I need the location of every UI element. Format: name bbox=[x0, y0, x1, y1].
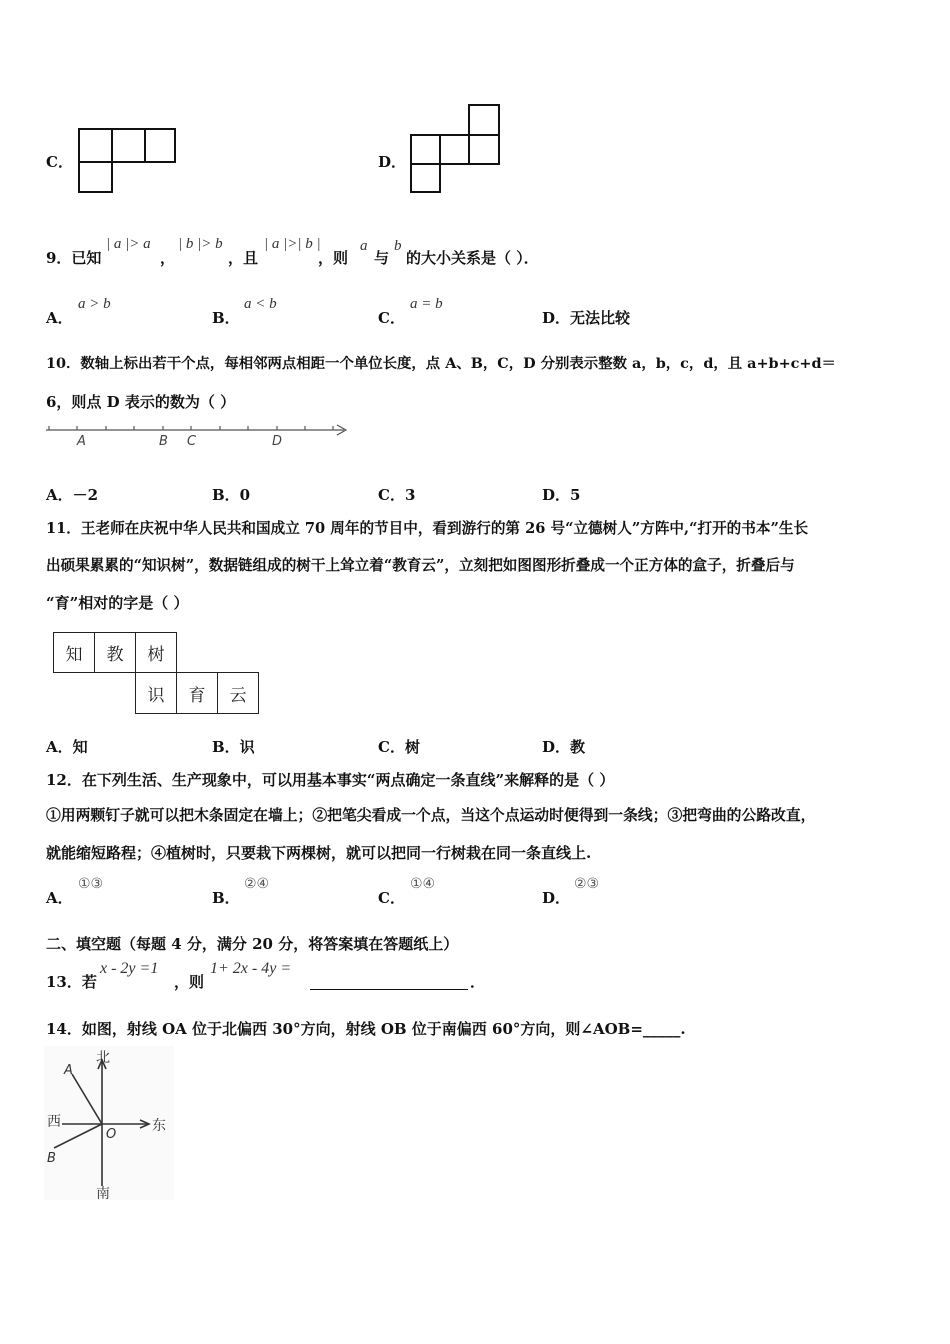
q13-expression: 1+ 2x - 4y = bbox=[210, 960, 292, 977]
q10-option-d: D．5 bbox=[542, 486, 581, 504]
q14-compass-figure bbox=[44, 1046, 176, 1202]
q9-sep-1: ， bbox=[160, 249, 176, 267]
q11-line-2: 出硕果累累的“知识树”，数据链组成的树干上耸立着“教育云”，立刻把如图图形折叠成一个正方体的盒子，折叠后与 bbox=[46, 557, 795, 574]
q9-prefix: 9．已知 bbox=[46, 249, 102, 267]
q12-line-2: ①用两颗钉子就可以把木条固定在墙上；②把笔尖看成一个点，当这个点运动时便得到一条线；③把弯曲的公路改直， bbox=[46, 807, 816, 824]
q8-option-d-figure bbox=[406, 100, 506, 196]
q12-option-a-label: A． bbox=[46, 889, 73, 907]
axis-label-b: B bbox=[159, 434, 168, 449]
net-cell-zhi: 知 bbox=[53, 632, 95, 673]
net-cell-shu: 树 bbox=[135, 632, 177, 673]
q12-line-1: 12．在下列生活、生产现象中，可以用基本事实“两点确定一条直线”来解释的是（ ） bbox=[46, 771, 615, 789]
q10-option-a: A．－2 bbox=[46, 486, 99, 504]
compass-west: 西 bbox=[47, 1114, 61, 1130]
q10-number-line bbox=[44, 420, 354, 450]
q11-cube-net bbox=[53, 632, 259, 714]
compass-south: 南 bbox=[96, 1186, 110, 1202]
q9-math-1: | a |> a bbox=[106, 236, 151, 252]
axis-label-c: C bbox=[187, 434, 197, 449]
q13-end: ． bbox=[470, 973, 486, 991]
q9-var-a: a bbox=[360, 238, 368, 254]
compass-north: 北 bbox=[96, 1050, 110, 1066]
q9-option-b-math: a < b bbox=[244, 296, 277, 312]
q9-option-c-math: a = b bbox=[410, 296, 443, 312]
q8-option-c-figure bbox=[74, 124, 182, 196]
q9-math-3: | a |>| b | bbox=[264, 236, 321, 252]
q9-option-d: D．无法比较 bbox=[542, 309, 631, 327]
q11-option-b: B．识 bbox=[212, 738, 255, 756]
net-cell-jiao: 教 bbox=[94, 632, 136, 673]
net-cell-yu: 育 bbox=[176, 672, 218, 714]
q9-math-2: | b |> b bbox=[178, 236, 223, 252]
q10-option-b: B．0 bbox=[212, 486, 251, 504]
axis-label-a: A bbox=[77, 434, 86, 449]
q9-sep-3: ，则 bbox=[318, 249, 349, 267]
q14-text: 14．如图，射线 OA 位于北偏西 30°方向，射线 OB 位于南偏西 60°方向，则∠AOB=_____. bbox=[46, 1020, 686, 1038]
q10-line-2: 6，则点 D 表示的数为（ ） bbox=[46, 393, 236, 411]
q11-option-d: D．教 bbox=[542, 738, 586, 756]
q12-option-d-math: ②③ bbox=[574, 876, 600, 892]
q9-yu: 与 bbox=[374, 249, 390, 267]
q10-line-1: 10．数轴上标出若干个点，每相邻两点相距一个单位长度，点 A、B，C，D 分别表示整数 a，b，c，d，且 a+b+c+d＝ bbox=[46, 355, 836, 372]
q13-prefix: 13．若 bbox=[46, 973, 97, 991]
q11-line-1: 11．王老师在庆祝中华人民共和国成立 70 周年的节目中，看到游行的第 26 号“立德树人”方阵中,“打开的书本”生长 bbox=[46, 520, 809, 537]
q9-option-c-label: C． bbox=[378, 309, 405, 327]
q13-mid: ，则 bbox=[174, 973, 205, 991]
q9-option-a-label: A． bbox=[46, 309, 73, 327]
ray-label-b: B bbox=[47, 1151, 56, 1166]
q10-option-c: C．3 bbox=[378, 486, 416, 504]
net-cell-yun: 云 bbox=[217, 672, 259, 714]
q12-line-3: 就能缩短路程；④植树时，只要栽下两棵树，就可以把同一行树栽在同一条直线上. bbox=[46, 844, 592, 862]
q9-option-b-label: B． bbox=[212, 309, 240, 327]
ray-label-a: A bbox=[64, 1063, 73, 1078]
q12-option-a-math: ①③ bbox=[78, 876, 104, 892]
compass-east: 东 bbox=[152, 1118, 166, 1134]
q11-line-3: “育”相对的字是（ ） bbox=[46, 594, 189, 612]
origin-label-o: O bbox=[106, 1127, 117, 1142]
section-2-heading: 二、填空题（每题 4 分，满分 20 分，将答案填在答题纸上） bbox=[46, 935, 459, 953]
q12-option-c-label: C． bbox=[378, 889, 405, 907]
axis-label-d: D bbox=[272, 434, 283, 449]
q8-option-c-label: C． bbox=[46, 153, 73, 171]
net-cell-shi: 识 bbox=[135, 672, 177, 714]
q9-option-a-math: a > b bbox=[78, 296, 111, 312]
q12-option-b-math: ②④ bbox=[244, 876, 270, 892]
q13-condition: x - 2y =1 bbox=[100, 960, 159, 977]
q9-suffix: 的大小关系是（ ）． bbox=[406, 249, 539, 267]
q11-option-a: A．知 bbox=[46, 738, 88, 756]
q12-option-b-label: B． bbox=[212, 889, 240, 907]
q8-option-d-label: D． bbox=[378, 153, 407, 171]
q13-answer-blank[interactable] bbox=[310, 989, 468, 990]
q9-sep-2: ，且 bbox=[228, 249, 259, 267]
q11-option-c: C．树 bbox=[378, 738, 420, 756]
q12-option-c-math: ①④ bbox=[410, 876, 436, 892]
q9-var-b: b bbox=[394, 238, 402, 254]
q12-option-d-label: D． bbox=[542, 889, 571, 907]
